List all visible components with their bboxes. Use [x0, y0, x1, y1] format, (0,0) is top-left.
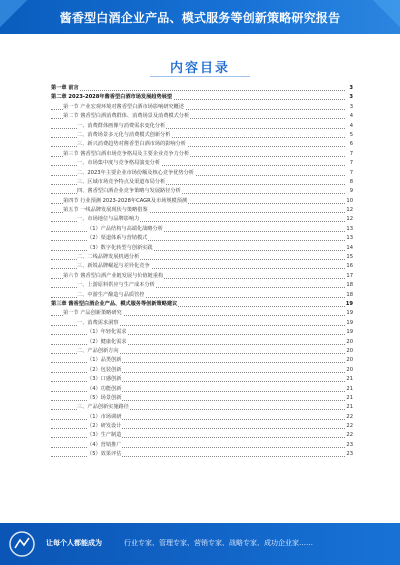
toc-entry-title: 二、消费场景多元化与消费模式创新分析	[77, 131, 171, 140]
toc-entry[interactable]	[51, 178, 353, 187]
toc-entry[interactable]	[51, 422, 353, 431]
toc-entry-page: 15	[345, 253, 353, 262]
toc-entry-page: 21	[345, 375, 353, 384]
toc-entry[interactable]	[51, 140, 353, 149]
toc-entry-title: 第一章 前言	[51, 84, 80, 93]
report-title: 酱香型白酒企业产品、模式服务等创新策略研究报告	[59, 11, 341, 25]
toc-entry-title: （1）年轻化需求	[87, 328, 128, 337]
toc-entry[interactable]	[51, 131, 353, 140]
toc-entry-page: 8	[345, 178, 353, 187]
toc-entry[interactable]	[51, 328, 353, 337]
toc-entry[interactable]	[51, 366, 353, 375]
footer-banner	[0, 523, 400, 565]
toc-entry-title: 第六节 酱香型白酒产业链发展与价值链重构	[63, 272, 164, 281]
toc-entry-title: 一、市场集中度与竞争格局演变分析	[77, 159, 161, 168]
footer-tagline: 行业专家、管理专家、营销专家、战略专家、成功企业家……	[124, 539, 313, 547]
table-of-contents	[51, 84, 353, 460]
toc-entry-title: 二、2023年主要企业市场份额及核心竞争优势分析	[77, 169, 195, 178]
toc-entry-page: 21	[345, 385, 353, 394]
toc-entry-page: 13	[345, 225, 353, 234]
toc-entry[interactable]	[51, 103, 353, 112]
toc-entry[interactable]	[51, 84, 353, 93]
report-header-banner	[0, 0, 400, 34]
toc-entry-title: 四、酱香型白酒企业竞争策略与发展路径分析	[77, 187, 182, 196]
toc-entry-title: （1）产品结构与高端化战略分析	[87, 225, 164, 234]
toc-entry[interactable]	[51, 187, 353, 196]
toc-entry[interactable]	[51, 197, 353, 206]
toc-entry-page: 23	[345, 450, 353, 459]
toc-entry-page: 19	[345, 328, 353, 337]
toc-entry-page: 7	[345, 169, 353, 178]
toc-entry[interactable]	[51, 112, 353, 121]
toc-entry-page: 3	[345, 103, 353, 112]
toc-entry[interactable]	[51, 403, 353, 412]
toc-entry-page: 20	[345, 356, 353, 365]
toc-entry-title: 第一节 产业宏观环境对酱香型白酒市场影响研究概述	[63, 103, 185, 112]
toc-entry-title: 三、新兴消费趋势对酱香型白酒市场的影响分析	[77, 140, 187, 149]
toc-entry-page: 7	[345, 150, 353, 159]
toc-heading: 内容目录	[169, 61, 230, 76]
toc-entry-title: 二、产品创新方向	[77, 347, 120, 356]
toc-entry-title: 一、上游原料供应与生产成本分析	[77, 281, 156, 290]
toc-entry[interactable]	[51, 122, 353, 131]
brand-logo-icon	[8, 530, 36, 558]
toc-entry-page: 3	[345, 84, 353, 93]
toc-entry[interactable]	[51, 338, 353, 347]
toc-entry-title: 一、消费群体画像与消费需求变化分析	[77, 122, 166, 131]
toc-entry[interactable]	[51, 441, 353, 450]
toc-entry[interactable]	[51, 215, 353, 224]
toc-entry[interactable]	[51, 319, 353, 328]
toc-entry-title: （3）生产制造	[87, 431, 122, 440]
toc-entry-page: 19	[345, 309, 353, 318]
toc-entry-page: 18	[345, 281, 353, 290]
toc-entry-title: （2）研发设计	[87, 422, 122, 431]
toc-entry-title: 第二节 酱香型白酒消费群体、消费场景及消费模式分析	[63, 112, 190, 121]
toc-entry-title: （3）数字化转型与创新实践	[87, 244, 154, 253]
toc-entry-title: 二、中游生产酿造与品质管控	[77, 291, 145, 300]
toc-dot-leader	[51, 90, 345, 91]
toc-entry-title: （4）营销推广	[87, 441, 122, 450]
toc-entry[interactable]	[51, 225, 353, 234]
toc-entry-title: （5）效果评估	[87, 450, 122, 459]
toc-entry-page: 12	[345, 206, 353, 215]
toc-entry-title: （2）健康化需求	[87, 338, 128, 347]
toc-entry-page: 9	[345, 187, 353, 196]
toc-entry-page: 20	[345, 366, 353, 375]
toc-entry-page: 17	[345, 272, 353, 281]
toc-entry-title: 第三章 酱香型白酒企业产品、模式服务等创新策略建议	[51, 300, 178, 309]
toc-entry-title: 第五节 一线品牌发展现状与策略借鉴	[63, 206, 149, 215]
toc-entry-page: 20	[345, 338, 353, 347]
toc-entry[interactable]	[51, 450, 353, 459]
toc-entry-page: 14	[345, 244, 353, 253]
toc-entry-title: （5）场景创新	[87, 394, 122, 403]
toc-entry[interactable]	[51, 347, 353, 356]
toc-entry-page: 3	[345, 93, 353, 102]
toc-heading-divider	[150, 76, 250, 77]
toc-entry-title: （2）渠道体系与营销模式	[87, 234, 148, 243]
toc-entry-title: 第三节 酱香型白酒市场竞争格局及主要企业竞争力分析	[63, 150, 190, 159]
toc-entry[interactable]	[51, 291, 353, 300]
toc-entry-page: 19	[345, 300, 353, 309]
toc-entry-page: 10	[345, 197, 353, 206]
footer-slogan: 让每个人都能成为	[46, 539, 102, 547]
toc-entry-page: 12	[345, 215, 353, 224]
toc-entry-page: 21	[345, 394, 353, 403]
toc-entry[interactable]	[51, 234, 353, 243]
toc-entry-title: （1）市场调研	[87, 413, 122, 422]
toc-entry-title: 一、市场地位与品牌影响力	[77, 215, 140, 224]
toc-entry[interactable]	[51, 300, 353, 309]
toc-entry[interactable]	[51, 93, 353, 102]
toc-entry[interactable]	[51, 169, 353, 178]
toc-entry-title: （1）品类创新	[87, 356, 122, 365]
toc-entry-page: 22	[345, 422, 353, 431]
toc-entry-page: 22	[345, 431, 353, 440]
toc-entry-page: 19	[345, 319, 353, 328]
toc-entry[interactable]	[51, 206, 353, 215]
toc-entry[interactable]	[51, 375, 353, 384]
toc-entry-title: 第二章 2023-2028年酱香型白酒市场发展趋势展望	[51, 93, 173, 102]
toc-entry[interactable]	[51, 253, 353, 262]
toc-entry-page: 18	[345, 291, 353, 300]
toc-entry-page: 7	[345, 159, 353, 168]
toc-entry-title: 第四节 行业预测 2023-2028年CAGR及市场规模预测	[63, 197, 188, 206]
toc-entry-title: 三、区域市场竞争特点及渠道布局分析	[77, 178, 166, 187]
toc-entry[interactable]	[51, 356, 353, 365]
toc-entry-title: 三、产品创新实施路径	[77, 403, 130, 412]
toc-entry[interactable]	[51, 262, 353, 271]
toc-entry[interactable]	[51, 150, 353, 159]
toc-entry[interactable]	[51, 159, 353, 168]
toc-entry-page: 20	[345, 347, 353, 356]
toc-entry-page: 5	[345, 131, 353, 140]
toc-entry-page: 4	[345, 112, 353, 121]
toc-entry-page: 22	[345, 413, 353, 422]
toc-entry[interactable]	[51, 244, 353, 253]
toc-entry-page: 16	[345, 262, 353, 271]
toc-entry[interactable]	[51, 272, 353, 281]
toc-entry-page: 13	[345, 234, 353, 243]
toc-entry-title: （2）包装创新	[87, 366, 122, 375]
toc-entry[interactable]	[51, 385, 353, 394]
toc-entry[interactable]	[51, 281, 353, 290]
toc-entry-title: 二、二线品牌发展机遇分析	[77, 253, 140, 262]
toc-entry-page: 21	[345, 403, 353, 412]
toc-entry-title: 第一节 产品创新策略研究	[63, 309, 123, 318]
toc-entry[interactable]	[51, 413, 353, 422]
toc-entry[interactable]	[51, 431, 353, 440]
toc-entry-title: 一、消费需求洞察	[77, 319, 120, 328]
toc-entry-title: （3）口感创新	[87, 375, 122, 384]
toc-entry-page: 4	[345, 122, 353, 131]
toc-entry-title: 三、新锐品牌崛起与差异化竞争	[77, 262, 151, 271]
toc-entry-page: 23	[345, 441, 353, 450]
toc-entry[interactable]	[51, 394, 353, 403]
toc-entry-page: 6	[345, 140, 353, 149]
toc-entry-title: （4）功能创新	[87, 385, 122, 394]
toc-entry[interactable]	[51, 309, 353, 318]
